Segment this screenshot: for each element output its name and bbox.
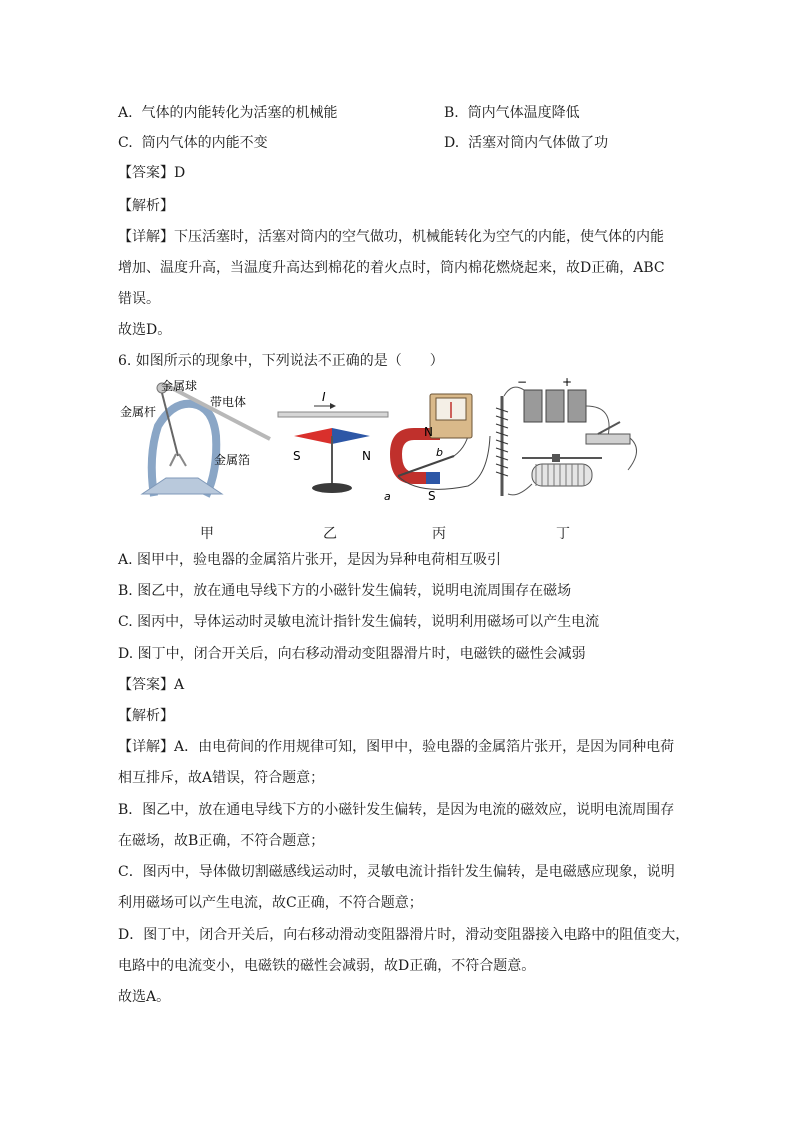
q6-detail-line-5: C．图丙中，导体做切割磁感线运动时，灵敏电流计指针发生偏转，是电磁感应现象，说明 xyxy=(118,864,675,880)
q6-conclusion: 故选A。 xyxy=(118,989,171,1005)
caption-bing: 丙 xyxy=(432,526,446,542)
q6-answer: 【答案】A xyxy=(118,677,185,693)
q6-detail-line-7: D．图丁中，闭合开关后，向右移动滑动变阻器滑片时，滑动变阻器接入电路中的阻值变大， xyxy=(118,927,690,943)
label-minus: − xyxy=(517,376,528,389)
q6-detail-line-4: 在磁场，故B正确，不符合题意； xyxy=(118,833,325,849)
wire-and-compass xyxy=(278,403,388,493)
q5-conclusion: 故选D。 xyxy=(118,322,172,338)
magnet-and-galvanometer xyxy=(390,394,490,489)
q6-option-d: D. 图丁中，闭合开关后，向右移动滑动变阻器滑片时，电磁铁的磁性会减弱 xyxy=(118,646,586,662)
physics-figure xyxy=(118,376,678,516)
q6-detail-line-6: 利用磁场可以产生电流，故C正确，不符合题意； xyxy=(118,895,423,911)
label-metal-ball: 金属球 xyxy=(161,379,198,393)
q6-stem: 6. 如图所示的现象中，下列说法不正确的是（ ） xyxy=(118,353,444,369)
label-a: a xyxy=(384,490,391,503)
label-n-magnet: N xyxy=(424,425,433,439)
electroscope xyxy=(142,383,270,496)
q5-detail-line-3: 错误。 xyxy=(118,291,160,307)
q5-option-c: C. 筒内气体的内能不变 xyxy=(118,135,268,151)
q5-option-d: D. 活塞对筒内气体做了功 xyxy=(444,135,609,151)
caption-yi: 乙 xyxy=(323,526,337,542)
label-s-needle: S xyxy=(293,449,301,463)
q6-analysis-heading: 【解析】 xyxy=(118,708,174,724)
q5-detail-line-2: 增加、温度升高，当温度升高达到棉花的着火点时，筒内棉花燃烧起来，故D正确，ABC xyxy=(118,260,665,276)
q5-option-a: A. 气体的内能转化为活塞的机械能 xyxy=(118,105,338,121)
q5-answer: 【答案】D xyxy=(118,165,186,181)
label-metal-foil: 金属箔 xyxy=(214,453,251,467)
q5-analysis-heading: 【解析】 xyxy=(118,198,174,214)
label-metal-rod: 金属杆 xyxy=(120,405,157,419)
caption-jia: 甲 xyxy=(200,526,214,542)
label-n-needle: N xyxy=(362,449,371,463)
label-charged-body: 带电体 xyxy=(210,395,247,409)
q6-detail-line-1: 【详解】A．由电荷间的作用规律可知，图甲中，验电器的金属箔片张开，是因为同种电荷 xyxy=(118,739,675,755)
q6-option-b: B. 图乙中，放在通电导线下方的小磁针发生偏转，说明电流周围存在磁场 xyxy=(118,583,572,599)
q6-option-c: C. 图丙中，导体运动时灵敏电流计指针发生偏转，说明利用磁场可以产生电流 xyxy=(118,614,600,630)
label-s-magnet: S xyxy=(428,489,436,503)
electromagnet-circuit xyxy=(496,387,637,496)
q6-detail-line-2: 相互排斥，故A错误，符合题意； xyxy=(118,770,325,786)
label-plus: + xyxy=(562,376,573,389)
q6-option-a: A. 图甲中，验电器的金属箔片张开，是因为异种电荷相互吸引 xyxy=(118,552,502,568)
q6-detail-line-8: 电路中的电流变小，电磁铁的磁性会减弱，故D正确，不符合题意。 xyxy=(118,958,536,974)
label-b: b xyxy=(436,446,443,459)
label-current: I xyxy=(322,390,326,404)
q6-detail-line-3: B．图乙中，放在通电导线下方的小磁针发生偏转，是因为电流的磁效应，说明电流周围存 xyxy=(118,802,675,818)
q5-option-b: B. 筒内气体温度降低 xyxy=(444,105,580,121)
q5-detail-line-1: 【详解】下压活塞时，活塞对筒内的空气做功，机械能转化为空气的内能，使气体的内能 xyxy=(118,229,664,245)
caption-ding: 丁 xyxy=(556,526,570,542)
